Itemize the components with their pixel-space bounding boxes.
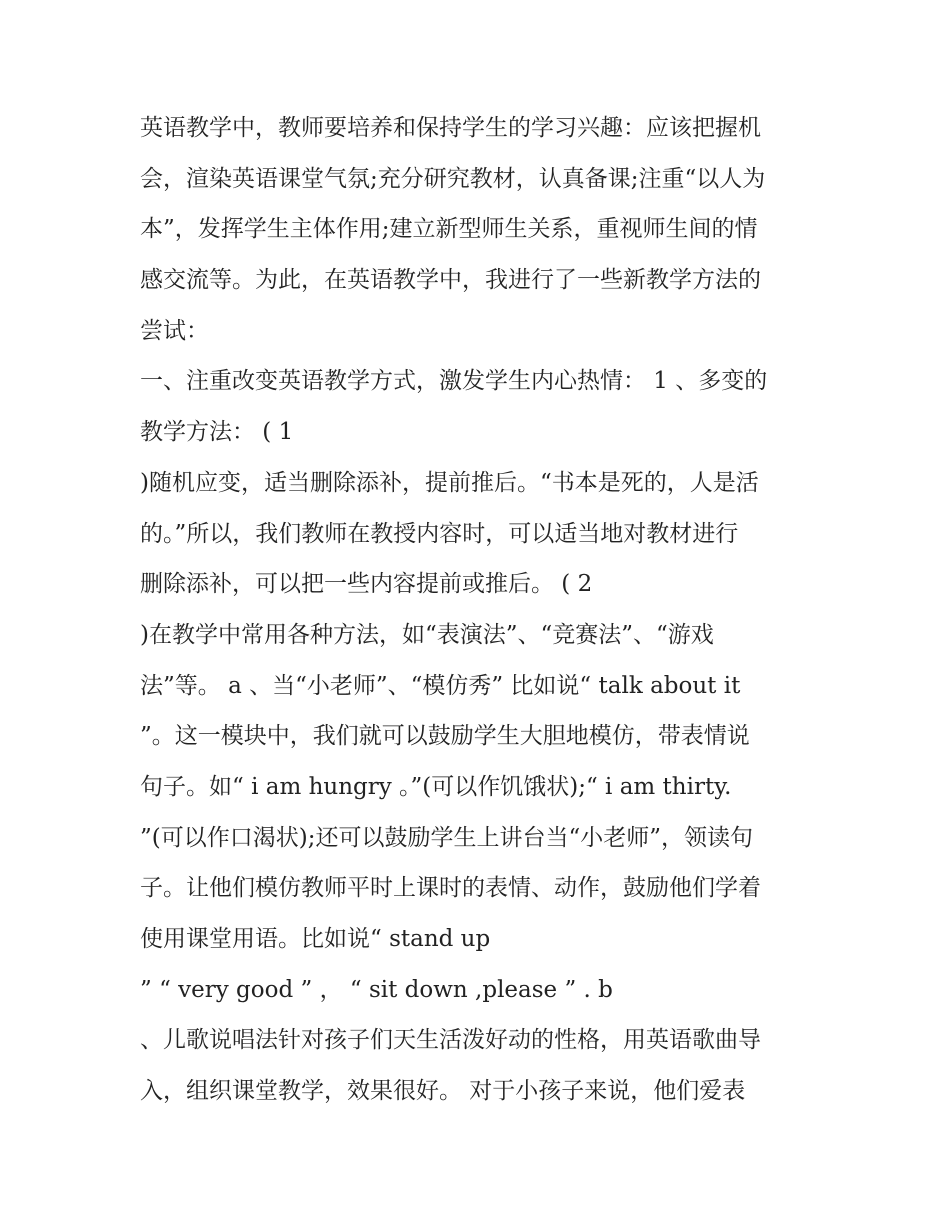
text-line: 使用课堂用语。比如说“ stand up: [140, 926, 491, 952]
text-line: 英语教学中，教师要培养和保持学生的学习兴趣：应该把握机: [140, 115, 761, 141]
text-line: )在教学中常用各种方法，如“表演法”、“竞赛法”、“游戏: [140, 621, 714, 648]
text-line: 本”，发挥学生主体作用;建立新型师生关系，重视师生间的情: [140, 216, 758, 243]
text-line: 法”等。 a 、当“小老师”、“模仿秀” 比如说“ talk about it: [140, 672, 741, 699]
text-line: 删除添补，可以把一些内容提前或推后。 ( 2: [140, 571, 593, 598]
text-line: )随机应变，适当删除添补，提前推后。“书本是死的，人是活: [140, 469, 759, 496]
text-line: ” “ very good ” ， “ sit down ,please ” . b: [140, 976, 613, 1003]
text-line: 的。”所以，我们教师在教授内容时，可以适当地对教材进行: [140, 520, 739, 547]
text-line: 句子。如“ i am hungry 。”(可以作饥饿状);“ i am thirty.: [140, 773, 732, 800]
body-text: [140, 103, 830, 1117]
text-line: 感交流等。为此，在英语教学中，我进行了一些新教学方法的: [140, 267, 761, 294]
text-line: 尝试：: [140, 317, 209, 344]
text-line: 子。让他们模仿教师平时上课时的表情、动作，鼓励他们学着: [140, 875, 761, 902]
text-line: 、儿歌说唱法针对孩子们天生活泼好动的性格，用英语歌曲导: [140, 1027, 761, 1054]
text-line: 入，组织课堂教学，效果很好。 对于小孩子来说，他们爱表: [140, 1078, 746, 1105]
text-line: 一、注重改变英语教学方式，激发学生内心热情： 1 、多变的: [140, 368, 768, 395]
text-line: ”(可以作口渴状);还可以鼓励学生上讲台当“小老师”，领读句: [140, 824, 753, 851]
text-line: 教学方法： ( 1: [140, 419, 294, 446]
text-line: 会，渲染英语课堂气氛;充分研究教材，认真备课;注重“以人为: [140, 165, 766, 192]
text-line: ”。这一模块中，我们就可以鼓励学生大胆地模仿，带表情说: [140, 723, 750, 750]
